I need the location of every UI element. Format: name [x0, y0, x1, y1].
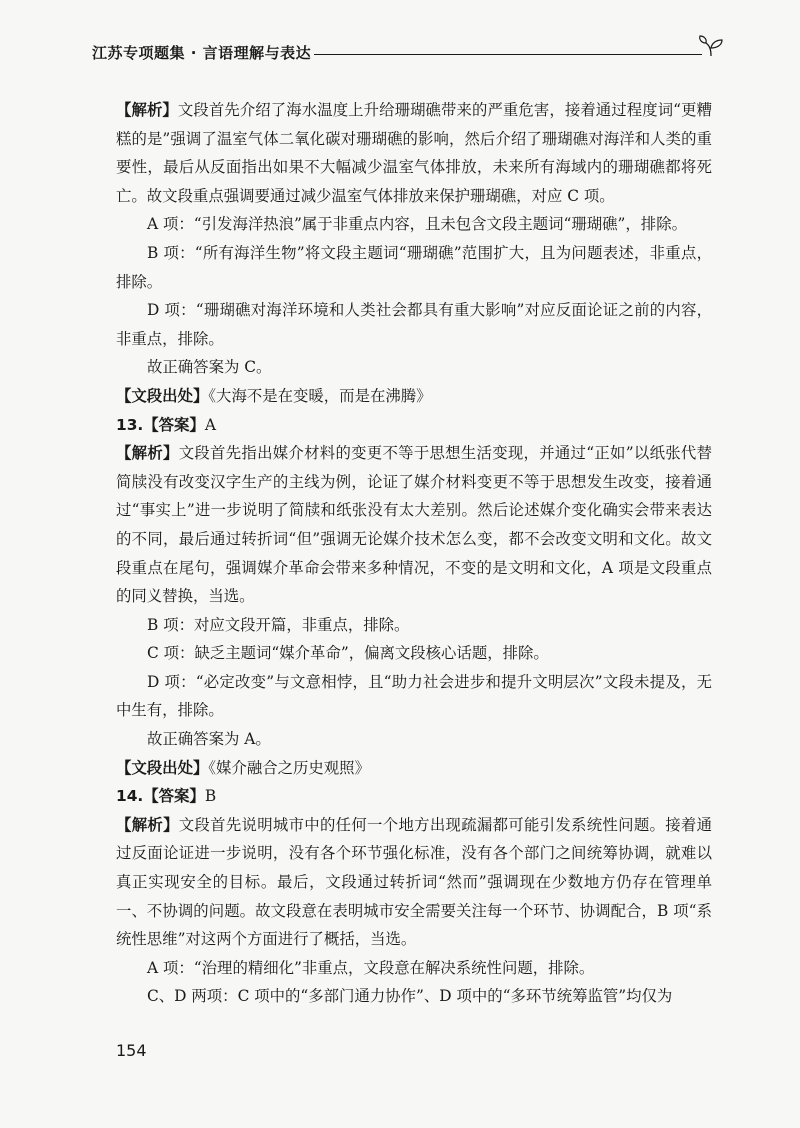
paragraph-text: C、D 两项：C 项中的“多部门通力协作”、D 项中的“多环节统筹监管”均仅为: [147, 987, 673, 1006]
paragraph-label: 13.【答案】: [116, 415, 205, 434]
running-header: [92, 42, 732, 66]
paragraph: [116, 296, 712, 353]
paragraph-label: 【文段出处】: [116, 758, 209, 777]
paragraph-text: B 项：对应文段开篇，非重点，排除。: [147, 615, 410, 634]
paragraph-text: 文段首先说明城市中的任何一个地方出现疏漏都可能引发系统性问题。接着通过反面论证进一步说明，没有各个环节强化标准，没有各个部门之间统筹协调，就难以真正实现安全的目标。最后，文段通过转折词“然而”强调现在少数地方仍存在管理单一、不协调的问题。故文段意在表明城市安全需要关注每一个环节、协调配合，B 项“系统性思维”对这两个方面进行了概括，当选。: [116, 815, 712, 949]
paragraph-text: 文段首先指出媒介材料的变更不等于思想生活变现，并通过“正如”以纸张代替简牍没有改变汉字生产的主线为例，论证了媒介材料变更不等于思想发生改变，接着通过“事实上”进一步说明了简牍和纸张没有太大差别。然后论述媒介变化确实会带来表达的不同，最后通过转折词“但”强调无论媒介技术怎么变，都不会改变文明和文化。故文段重点在尾句，强调媒介革命会带来多种情况，不变的是文明和文化，A 项是文段重点的同义替换，当选。: [116, 444, 712, 606]
paragraph: [116, 754, 712, 783]
paragraph-text: 故正确答案为 C。: [147, 358, 272, 377]
paragraph-text: 《媒介融合之历史观照》: [208, 758, 370, 777]
paragraph: [116, 382, 712, 411]
paragraph: [116, 411, 712, 440]
sprout-leaf-icon: [698, 34, 724, 58]
page-number: 154: [116, 1041, 147, 1060]
paragraph-label: 【解析】: [116, 101, 178, 119]
paragraph: [116, 811, 712, 954]
paragraph: [116, 96, 712, 210]
paragraph-text: D 项：“珊瑚礁对海洋环境和人类社会都具有重大影响”对应反面论证之前的内容，非重点，排除。: [116, 301, 712, 348]
paragraph-text: B: [204, 787, 217, 806]
paragraph: [116, 611, 712, 640]
paragraph: [116, 668, 712, 725]
paragraph-text: A: [204, 415, 216, 434]
paragraph: [116, 782, 712, 811]
paragraph: [116, 639, 712, 668]
paragraph: [116, 982, 712, 1011]
paragraph-text: 故正确答案为 A。: [147, 730, 271, 749]
paragraph: [116, 239, 712, 296]
paragraph-label: 14.【答案】: [116, 787, 205, 806]
header-title: 江苏专项题集 · 言语理解与表达: [92, 44, 312, 62]
header-rule: [314, 54, 702, 55]
paragraph: [116, 439, 712, 611]
paragraph-text: C 项：缺乏主题词“媒介革命”，偏离文段核心话题，排除。: [147, 644, 549, 663]
document-body: [116, 96, 712, 1011]
paragraph-text: B 项：“所有海洋生物”将文段主题词“珊瑚礁”范围扩大，且为问题表述，非重点，排除。: [116, 243, 712, 291]
paragraph-text: A 项：“治理的精细化”非重点，文段意在解决系统性问题，排除。: [147, 958, 595, 977]
paragraph: [116, 954, 712, 983]
paragraph-text: A 项：“引发海洋热浪”属于非重点内容，且未包含文段主题词“珊瑚礁”，排除。: [147, 215, 687, 234]
paragraph-text: D 项：“必定改变”与文意相悖，且“助力社会进步和提升文明层次”文段未提及，无中生有，排除。: [116, 672, 712, 720]
paragraph-label: 【解析】: [116, 444, 179, 463]
paragraph-label: 【解析】: [116, 815, 179, 834]
paragraph: [116, 210, 712, 239]
paragraph-label: 【文段出处】: [116, 386, 209, 405]
paragraph: [116, 353, 712, 382]
paragraph-text: 文段首先介绍了海水温度上升给珊瑚礁带来的严重危害，接着通过程度词“更糟糕的是”强调了温室气体二氧化碳对珊瑚礁的影响，然后介绍了珊瑚礁对海洋和人类的重要性，最后从反面指出如果不大幅减少温室气体排放，未来所有海域内的珊瑚礁都将死亡。故文段重点强调要通过减少温室气体排放来保护珊瑚礁，对应 C 项。: [116, 101, 712, 205]
paragraph: [116, 725, 712, 754]
paragraph-text: 《大海不是在变暖，而是在沸腾》: [208, 386, 432, 405]
